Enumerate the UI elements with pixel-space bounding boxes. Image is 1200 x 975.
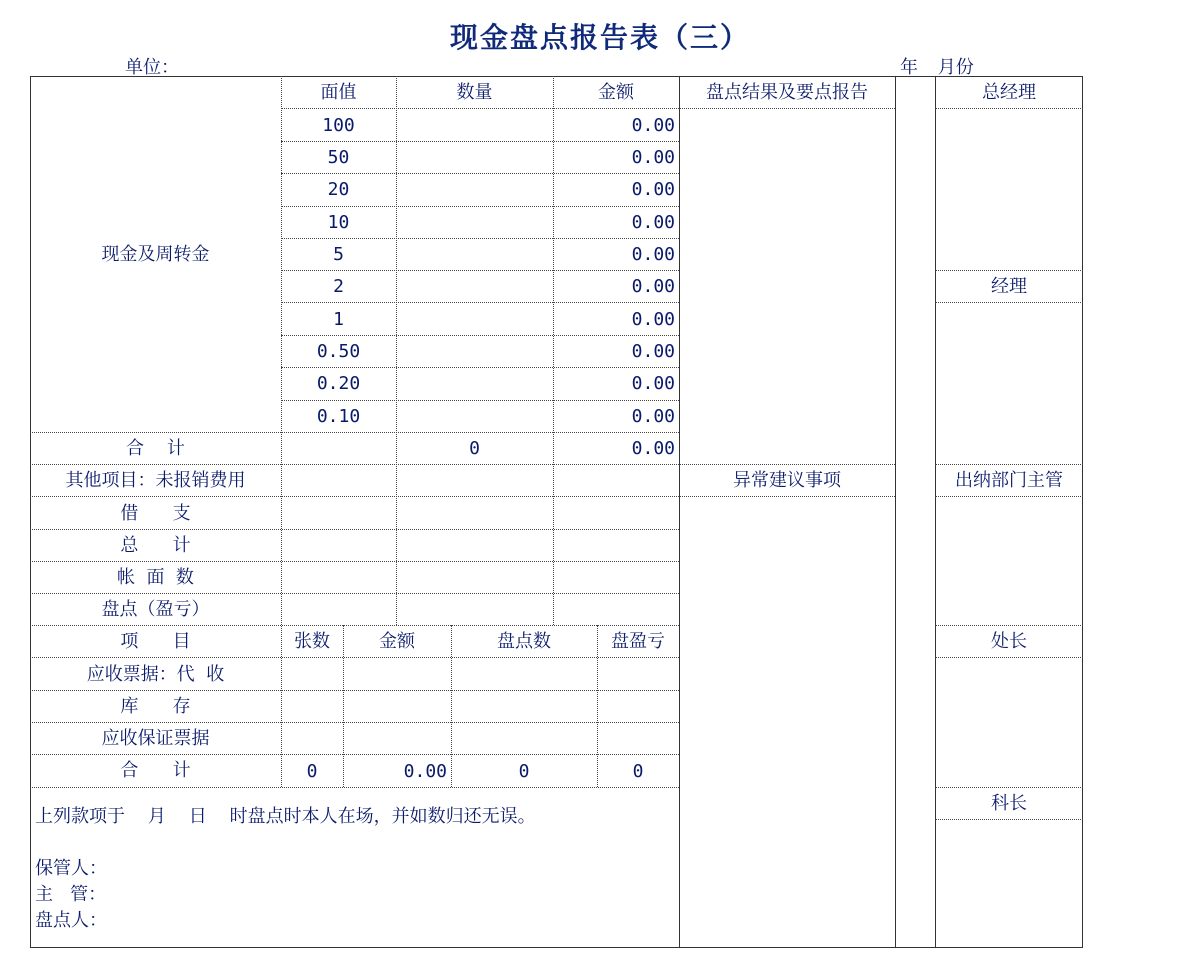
grid-line bbox=[281, 206, 679, 207]
grid-line bbox=[281, 173, 679, 174]
grid-line bbox=[935, 625, 1083, 626]
grid-line bbox=[30, 722, 679, 723]
cash-section-label: 现金及周转金 bbox=[101, 244, 210, 265]
denomination-cell: 0.50 bbox=[316, 341, 361, 362]
grid-line bbox=[30, 529, 679, 530]
col-quantity: 数量 bbox=[456, 82, 493, 103]
count-statement: 上列款项于 月 日 时盘点时本人在场，并如数归还无误。 bbox=[35, 806, 536, 827]
grid-line bbox=[935, 787, 1083, 788]
custodian-label: 保管人： bbox=[35, 858, 107, 879]
grid-line bbox=[396, 76, 397, 625]
grid-line bbox=[935, 270, 1083, 271]
bills-row-label: 应收保证票据 bbox=[101, 728, 210, 749]
grid-line bbox=[281, 302, 679, 303]
general-manager-label: 总经理 bbox=[982, 82, 1036, 103]
abnormal-header: 异常建议事项 bbox=[733, 470, 841, 491]
bills-total-diff: 0 bbox=[632, 761, 644, 782]
grid-line bbox=[281, 108, 679, 109]
bills-count-header: 张数 bbox=[294, 631, 330, 652]
unit-label: 单位： bbox=[125, 57, 179, 78]
bills-total-amount: 0.00 bbox=[403, 761, 447, 782]
col-denomination: 面值 bbox=[320, 82, 357, 103]
amount-cell: 0.00 bbox=[631, 276, 675, 297]
bills-row-label: 应收票据：代 收 bbox=[86, 664, 225, 685]
grid-line bbox=[30, 464, 679, 465]
amount-cell: 0.00 bbox=[631, 244, 675, 265]
loan-label: 借 支 bbox=[120, 503, 191, 524]
bills-row-label: 库 存 bbox=[120, 696, 191, 717]
denomination-cell: 5 bbox=[333, 244, 344, 265]
grid-line bbox=[281, 335, 679, 336]
grid-line bbox=[30, 593, 679, 594]
denomination-cell: 2 bbox=[333, 276, 344, 297]
other-items-label: 其他项目：未报销费用 bbox=[65, 470, 246, 491]
amount-cell: 0.00 bbox=[631, 373, 675, 394]
grid-line bbox=[30, 561, 679, 562]
section-chief-label: 科长 bbox=[991, 793, 1027, 814]
period-label: 年 月份 bbox=[900, 57, 974, 78]
grid-line bbox=[30, 787, 679, 788]
result-header: 盘点结果及要点报告 bbox=[706, 82, 868, 103]
director-label: 处长 bbox=[991, 631, 1027, 652]
grid-line bbox=[281, 141, 679, 142]
counter-label: 盘点人： bbox=[35, 910, 107, 931]
denomination-cell: 50 bbox=[327, 147, 350, 168]
divider bbox=[895, 76, 896, 948]
denomination-cell: 10 bbox=[327, 212, 350, 233]
grand-total-label: 总 计 bbox=[120, 535, 191, 556]
supervisor-label: 主 管： bbox=[35, 884, 107, 905]
grid-line bbox=[30, 625, 679, 626]
count-variance-label: 盘点（盈亏） bbox=[101, 599, 210, 620]
grid-line bbox=[679, 496, 895, 497]
denomination-cell: 100 bbox=[322, 115, 355, 136]
grid-line bbox=[935, 108, 1083, 109]
grid-line bbox=[30, 496, 679, 497]
grid-line bbox=[935, 496, 1083, 497]
grid-line bbox=[30, 432, 679, 433]
divider bbox=[679, 76, 680, 948]
grid-line bbox=[935, 302, 1083, 303]
cash-total-label: 合 计 bbox=[126, 438, 185, 459]
amount-cell: 0.00 bbox=[631, 115, 675, 136]
amount-cell: 0.00 bbox=[631, 179, 675, 200]
grid-line bbox=[281, 367, 679, 368]
denomination-cell: 1 bbox=[333, 309, 344, 330]
denomination-cell: 0.20 bbox=[316, 373, 361, 394]
col-amount: 金额 bbox=[598, 82, 634, 103]
book-balance-label: 帐 面 数 bbox=[117, 567, 194, 588]
grid-line bbox=[281, 400, 679, 401]
amount-cell: 0.00 bbox=[631, 341, 675, 362]
grid-line bbox=[281, 270, 679, 271]
manager-label: 经理 bbox=[991, 276, 1027, 297]
amount-cell: 0.00 bbox=[631, 309, 675, 330]
amount-cell: 0.00 bbox=[631, 406, 675, 427]
bills-diff-header: 盘盈亏 bbox=[611, 631, 665, 652]
grid-line bbox=[935, 657, 1083, 658]
amount-cell: 0.00 bbox=[631, 212, 675, 233]
grid-line bbox=[935, 819, 1083, 820]
bills-counted-header: 盘点数 bbox=[497, 631, 551, 652]
cash-total-quantity: 0 bbox=[469, 438, 480, 459]
amount-cell: 0.00 bbox=[631, 147, 675, 168]
grid-line bbox=[679, 464, 895, 465]
cashier-head-label: 出纳部门主管 bbox=[955, 470, 1063, 491]
denomination-cell: 0.10 bbox=[316, 406, 361, 427]
bills-total-label: 合 计 bbox=[120, 760, 191, 781]
grid-line bbox=[30, 657, 679, 658]
grid-line bbox=[935, 464, 1083, 465]
bills-amount-header: 金额 bbox=[379, 631, 415, 652]
bills-total-count: 0 bbox=[306, 761, 318, 782]
grid-line bbox=[679, 108, 895, 109]
grid-line bbox=[30, 754, 679, 755]
bills-item-header: 项 目 bbox=[120, 631, 191, 652]
bills-total-counted: 0 bbox=[518, 761, 530, 782]
grid-line bbox=[30, 690, 679, 691]
page-title: 现金盘点报告表（三） bbox=[449, 21, 750, 54]
grid-line bbox=[281, 238, 679, 239]
divider bbox=[935, 76, 936, 948]
denomination-cell: 20 bbox=[327, 179, 350, 200]
cash-total-amount: 0.00 bbox=[631, 438, 675, 459]
